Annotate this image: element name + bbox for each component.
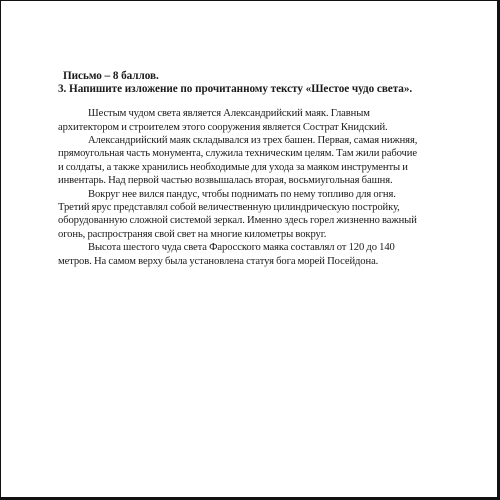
text-line: метров. На самом верху была установлена статуя бога морей Посейдона. bbox=[58, 255, 379, 267]
text-line: огонь, распространяя свой свет на многие километры вокруг. bbox=[58, 228, 327, 240]
task-instruction-heading: 3. Напишите изложение по прочитанному тексту «Шестое чудо света». bbox=[58, 82, 413, 95]
text-line: Высота шестого чуда света Фаросского маяка составлял от 120 до 140 bbox=[88, 242, 395, 254]
paragraph-1 bbox=[58, 107, 468, 134]
text-body bbox=[58, 107, 468, 268]
text-line: архитектором и строителем этого сооружения является Сострат Книдский. bbox=[58, 121, 388, 133]
text-line: и солдаты, а также хранились необходимые для ухода за маяком инструменты и bbox=[58, 161, 408, 173]
text-line: Шестым чудом света является Александрийский маяк. Главным bbox=[88, 108, 370, 120]
text-line: прямоугольная часть монумента, служила техническим целям. Там жили рабочие bbox=[58, 148, 417, 160]
text-line: Третий ярус представлял собой величественную цилиндрическую постройку, bbox=[58, 202, 400, 214]
text-line: оборудованную сложной системой зеркал. Именно здесь горел жизненно важный bbox=[58, 215, 417, 227]
document bbox=[58, 70, 468, 268]
paragraph-2 bbox=[58, 134, 468, 188]
text-line: инвентарь. Над первой частью возвышалась вторая, восьмиугольная башня. bbox=[58, 175, 393, 187]
paragraph-3 bbox=[58, 188, 468, 242]
task-score-heading: Письмо – 8 баллов. bbox=[63, 70, 159, 82]
paragraph-4 bbox=[58, 241, 468, 268]
text-line: Вокруг нее вился пандус, чтобы поднимать по нему топливо для огня. bbox=[88, 188, 396, 200]
text-line: Александрийский маяк складывался из трех башен. Первая, самая нижняя, bbox=[88, 135, 418, 146]
